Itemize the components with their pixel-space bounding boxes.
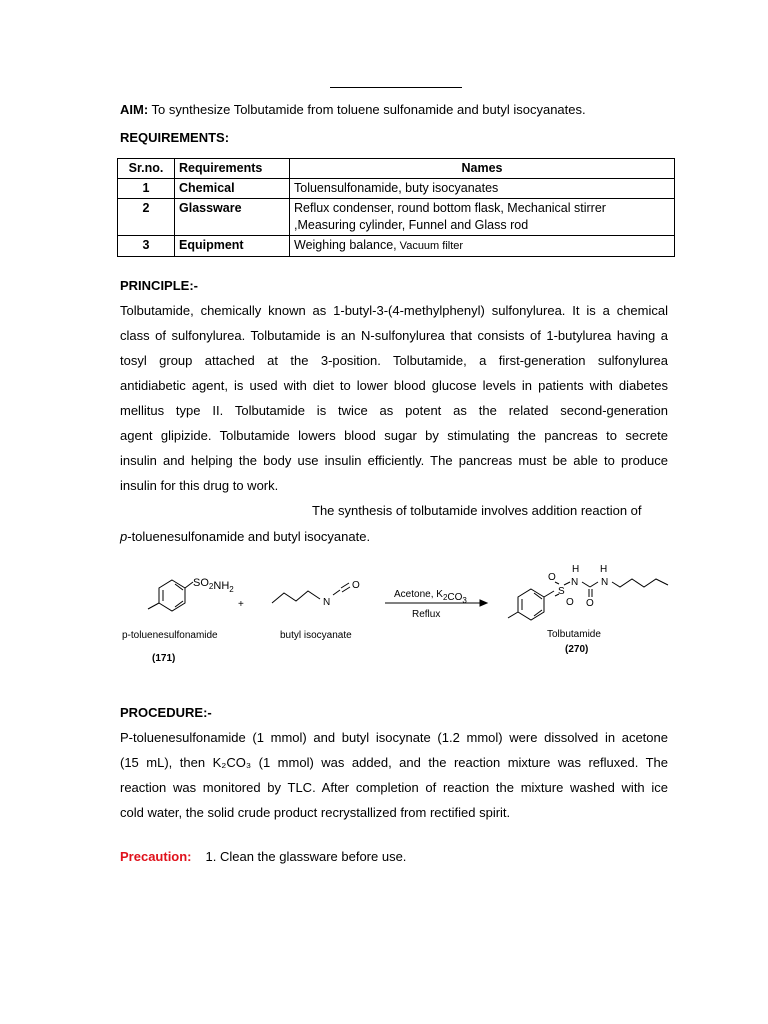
procedure-line-1: P-toluenesulfonamide (1 mmol) and butyl isocynate (1.2 mmol) were dissolved in acetone (120, 730, 668, 745)
product-h1: H (572, 564, 580, 575)
aim-label: AIM: (120, 102, 149, 117)
requirements-table (117, 158, 675, 257)
product-n1: N (571, 577, 579, 588)
row-requirement: Glassware (175, 199, 290, 236)
aim-line (120, 102, 670, 118)
aim-text: To synthesize Tolbutamide from toluene sulfonamide and butyl isocyanates. (148, 102, 586, 117)
product-name: Tolbutamide (547, 629, 601, 640)
table-row (118, 179, 675, 199)
product-o-carbonyl: O (586, 598, 594, 609)
reactant1-name: p-toluenesulfonamide (122, 630, 218, 641)
product-h2: H (600, 564, 608, 575)
reactant2-name: butyl isocyanate (280, 630, 352, 641)
principle-line-5: mellitus type II. Tolbutamide is twice as potent as the related second-generation (120, 403, 668, 418)
principle-line-2: class of sulfonylurea. Tolbutamide is an N-sulfonylurea that consists of 1-butylurea having a (120, 328, 668, 343)
synthesis-line-1: The synthesis of tolbutamide involves addition reaction of (312, 503, 642, 518)
reactant1-group: $SO_2NH_2$ (193, 577, 234, 594)
precaution-text: 1. Clean the glassware before use. (205, 849, 407, 864)
row-names-line1: Reflux condenser, round bottom flask, Mechanical stirrer (294, 201, 606, 215)
principle-heading: PRINCIPLE:- (120, 278, 198, 293)
col-header-names: Names (290, 159, 675, 179)
principle-line-1: Tolbutamide, chemically known as 1-butyl-3-(4-methylphenyl) sulfonylurea. It is a chemical (120, 303, 668, 318)
principle-line-8: insulin for this drug to work. (120, 478, 279, 493)
principle-line-4: antidiabetic agent, is used with diet to lower blood glucose levels in patients with diabetes (120, 378, 668, 393)
procedure-line-3: reaction was monitored by TLC. After completion of reaction the mixture washed with ice (120, 780, 668, 795)
row-srno: 3 (118, 236, 175, 257)
table-row (118, 199, 675, 236)
row-srno: 1 (118, 179, 175, 199)
row-names-line2: ,Measuring cylinder, Funnel and Glass rod (294, 218, 529, 232)
synthesis-italic-p: p (120, 529, 128, 544)
row-names: Toluensulfonamide, buty isocyanates (290, 179, 675, 199)
product-mw: (270) (565, 644, 589, 655)
principle-line-6: agent glipizide. Tolbutamide lowers blood sugar by stimulating the pancreas to secrete (120, 428, 668, 443)
col-header-srno: Sr.no. (118, 159, 175, 179)
procedure-line-4: cold water, the solid crude product recrystallized from rectified spirit. (120, 805, 511, 820)
principle-line-7: insulin and helping the body use insulin efficiently. The pancreas must be able to produce (120, 453, 668, 468)
row-names-small: Vacuum filter (396, 240, 464, 252)
synthesis-line-2-text: -toluenesulfonamide and butyl isocyanate. (127, 529, 371, 544)
row-requirement: Chemical (175, 179, 290, 199)
precaution-label: Precaution: (120, 849, 192, 864)
product-s: S (558, 586, 565, 597)
row-srno: 2 (118, 199, 175, 236)
condition-label: Reflux (412, 609, 441, 620)
row-names (290, 199, 675, 236)
procedure-line-2: (15 mL), then K₂CO₃ (1 mmol) was added, and the reaction mixture was refluxed. The (120, 755, 668, 770)
precaution-line (120, 849, 670, 865)
requirements-heading: REQUIREMENTS: (120, 130, 230, 145)
principle-line-3: tosyl group attached at the 3-position. Tolbutamide, a first-generation sulfonylurea (120, 353, 668, 368)
product-o-bottom: O (566, 597, 574, 608)
row-requirement: Equipment (175, 236, 290, 257)
reaction-scheme (0, 555, 768, 670)
table-row (118, 236, 675, 257)
row-names (290, 236, 675, 257)
header-rule (330, 87, 462, 88)
row-names-main: Weighing balance, (294, 238, 397, 252)
reactant1-mw: (171) (152, 653, 176, 664)
product-o-top: O (548, 572, 556, 583)
reactant2-n: N (323, 597, 331, 608)
reagent-label: Acetone, $K_2CO_3$ (394, 589, 467, 605)
reactant2-o: O (352, 580, 360, 591)
product-n2: N (601, 577, 609, 588)
procedure-heading: PROCEDURE:- (120, 705, 212, 720)
synthesis-line-2 (120, 529, 670, 545)
plus-sign: + (238, 599, 244, 610)
table-header-row (118, 159, 675, 179)
col-header-requirements: Requirements (175, 159, 290, 179)
